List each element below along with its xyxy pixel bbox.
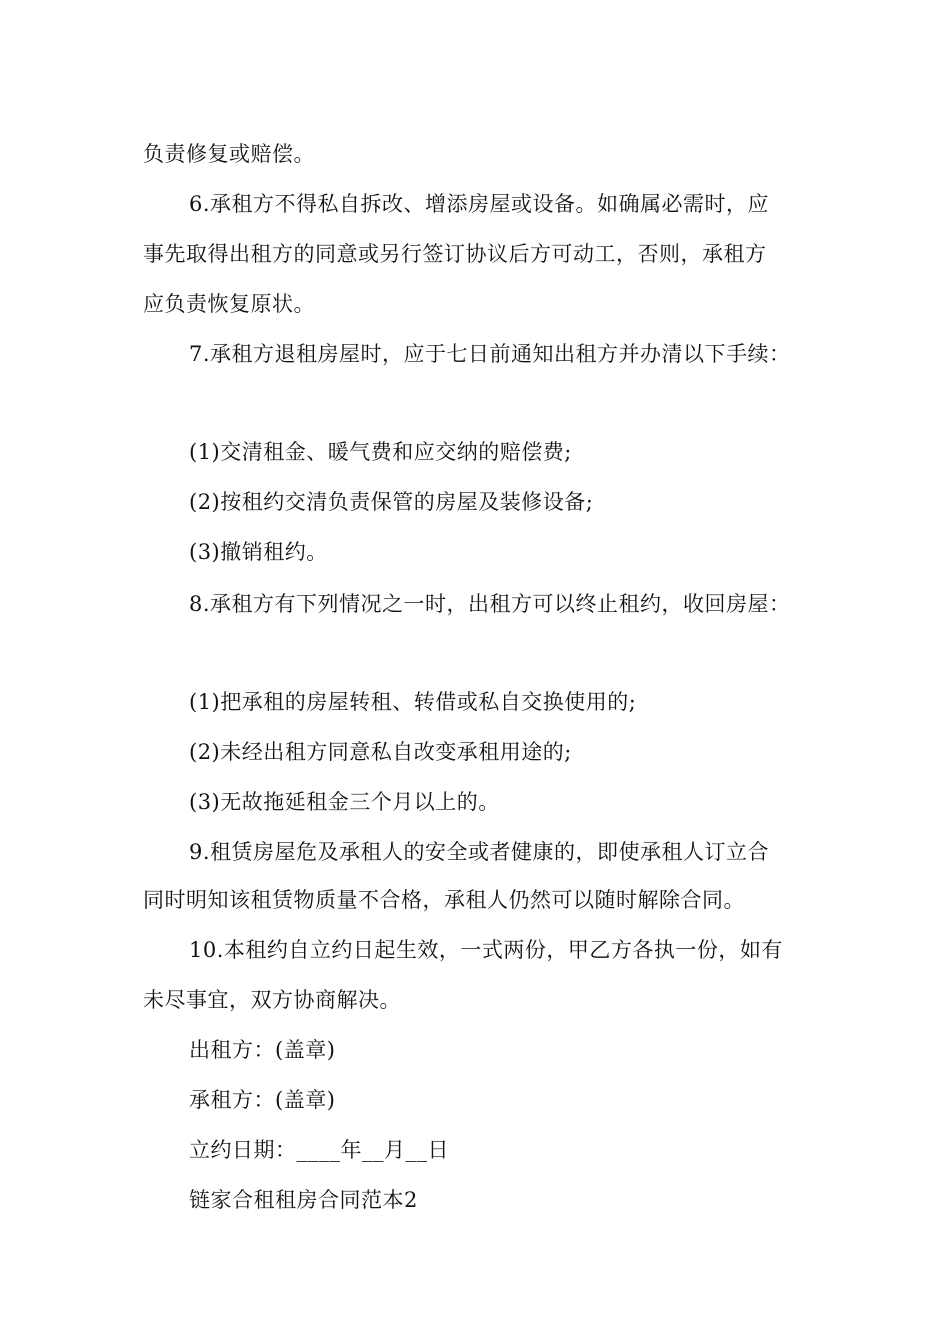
text-line: 负责修复或赔偿。 bbox=[143, 142, 315, 166]
clause-7-line-1: 7.承租方退租房屋时，应于七日前通知出租方并办清以下手续： bbox=[189, 342, 791, 366]
clause-9-line-2: 同时明知该租赁物质量不合格，承租人仍然可以随时解除合同。 bbox=[143, 888, 745, 912]
next-section-title: 链家合租租房合同范本2 bbox=[189, 1188, 418, 1212]
contract-date-line: 立约日期：____年__月__日 bbox=[189, 1138, 449, 1162]
clause-10-line-2: 未尽事宜，双方协商解决。 bbox=[143, 988, 401, 1012]
clause-6-line-3: 应负责恢复原状。 bbox=[143, 292, 315, 316]
clause-8-line-1: 8.承租方有下列情况之一时，出租方可以终止租约，收回房屋： bbox=[189, 592, 791, 616]
clause-8-item-2: (2)未经出租方同意私自改变承租用途的; bbox=[189, 740, 572, 764]
clause-7-item-3: (3)撤销租约。 bbox=[189, 540, 328, 564]
clause-8-item-1: (1)把承租的房屋转租、转借或私自交换使用的; bbox=[189, 690, 637, 714]
lessee-signature-line: 承租方：(盖章) bbox=[189, 1088, 336, 1112]
clause-8-item-3: (3)无故拖延租金三个月以上的。 bbox=[189, 790, 500, 814]
clause-7-item-2: (2)按租约交清负责保管的房屋及装修设备; bbox=[189, 490, 594, 514]
clause-9-line-1: 9.租赁房屋危及承租人的安全或者健康的，即使承租人订立合 bbox=[189, 840, 770, 864]
clause-7-item-1: (1)交清租金、暖气费和应交纳的赔偿费; bbox=[189, 440, 572, 464]
clause-10-line-1: 10.本租约自立约日起生效，一式两份，甲乙方各执一份，如有 bbox=[189, 938, 783, 962]
clause-6-line-1: 6.承租方不得私自拆改、增添房屋或设备。如确属必需时，应 bbox=[189, 192, 770, 216]
clause-6-line-2: 事先取得出租方的同意或另行签订协议后方可动工，否则，承租方 bbox=[143, 242, 767, 266]
lessor-signature-line: 出租方：(盖章) bbox=[189, 1038, 336, 1062]
